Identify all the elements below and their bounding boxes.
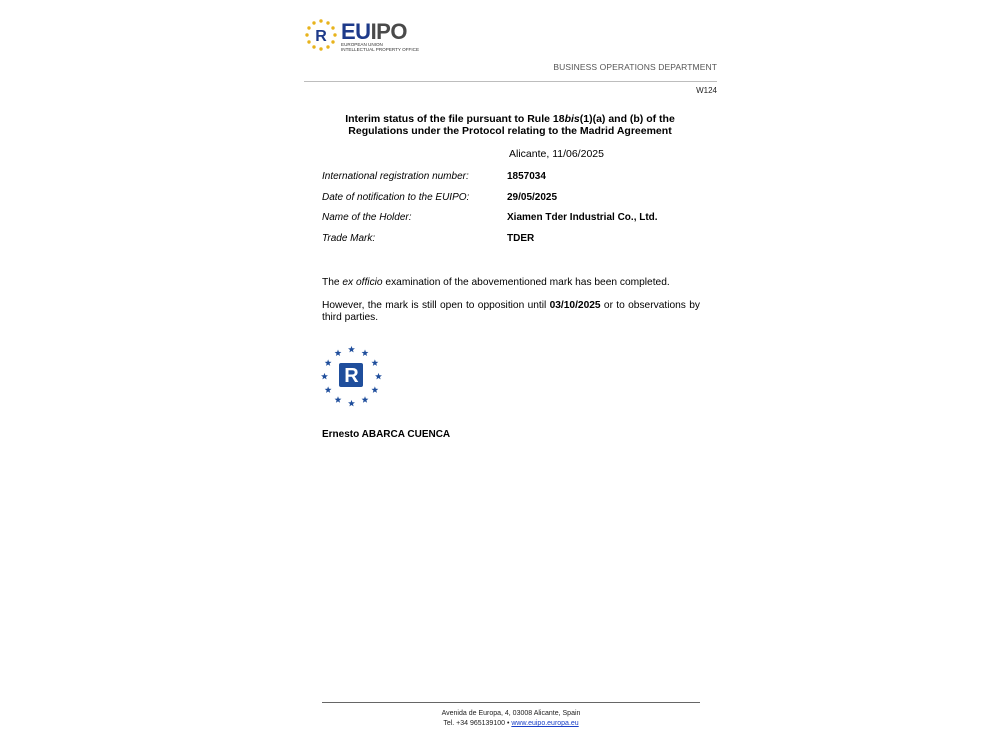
signatory-name: Ernesto ABARCA CUENCA [322, 429, 451, 440]
para1-italic: ex officio [342, 277, 383, 288]
field-value-notification-date: 29/05/2025 [507, 192, 558, 203]
department-name: BUSINESS OPERATIONS DEPARTMENT [553, 62, 717, 72]
document-title [318, 113, 702, 137]
title-italic: bis [564, 113, 580, 125]
field-label-holder: Name of the Holder: [322, 212, 412, 223]
seal-star [325, 359, 332, 366]
seal-star [335, 350, 342, 357]
field-label-notification-date: Date of notification to the EUIPO: [322, 192, 470, 203]
seal-star [325, 386, 332, 393]
seal-star [335, 396, 342, 403]
field-value-registration-number: 1857034 [507, 171, 546, 182]
seal-star [321, 373, 328, 380]
examination-paragraph [322, 277, 700, 289]
footer-address: Avenida de Europa, 4, 03008 Alicante, Spain [441, 710, 581, 717]
logo-subtitle [341, 42, 419, 52]
title-part2: (1)(a) and (b) of the Regulations under the Protocol relating to the Madrid Agreement [348, 113, 675, 137]
seal-star [371, 359, 378, 366]
footer-tel: Tel. +34 965139100 • [443, 720, 512, 727]
seal-star [348, 400, 355, 407]
title-part1: Interim status of the file pursuant to Rule 18 [345, 113, 565, 125]
euipo-logo-icon [304, 18, 338, 52]
logo-ipo: IPO [370, 19, 407, 44]
opposition-deadline: 03/10/2025 [549, 300, 601, 311]
seal-star [375, 373, 382, 380]
field-label-trade-mark: Trade Mark: [322, 233, 376, 244]
seal-star [362, 350, 369, 357]
field-value-trade-mark: TDER [507, 233, 535, 244]
logo-subtitle-line2: INTELLECTUAL PROPERTY OFFICE [341, 47, 420, 52]
svg-text:R: R [344, 365, 359, 387]
header-divider [304, 81, 717, 82]
euipo-logo [304, 18, 434, 56]
footer-website-link[interactable]: www.euipo.europa.eu [511, 720, 579, 727]
logo-subtitle-line1: EUROPEAN UNION [341, 42, 383, 47]
logo-eu: EU [341, 19, 371, 44]
logo-wordmark [341, 21, 407, 43]
place-date: Alicante, 11/06/2025 [509, 148, 604, 160]
form-reference: W124 [696, 86, 717, 95]
para1-post: examination of the abovementioned mark has been completed. [382, 277, 670, 288]
para2-post: or to observations by third parties. [322, 300, 700, 323]
seal-star [362, 396, 369, 403]
field-value-holder: Xiamen Tder Industrial Co., Ltd. [507, 212, 658, 223]
para1-pre: The [322, 277, 343, 288]
opposition-paragraph [322, 300, 700, 324]
svg-text:R: R [315, 28, 327, 45]
seal-star [371, 386, 378, 393]
footer [322, 709, 700, 729]
field-label-registration-number: International registration number: [322, 171, 469, 182]
seal-star [348, 346, 355, 353]
footer-contact [322, 719, 700, 729]
para2-pre: However, the mark is still open to opposition until [322, 300, 550, 311]
euipo-seal-icon [320, 345, 383, 408]
footer-divider [322, 702, 700, 703]
